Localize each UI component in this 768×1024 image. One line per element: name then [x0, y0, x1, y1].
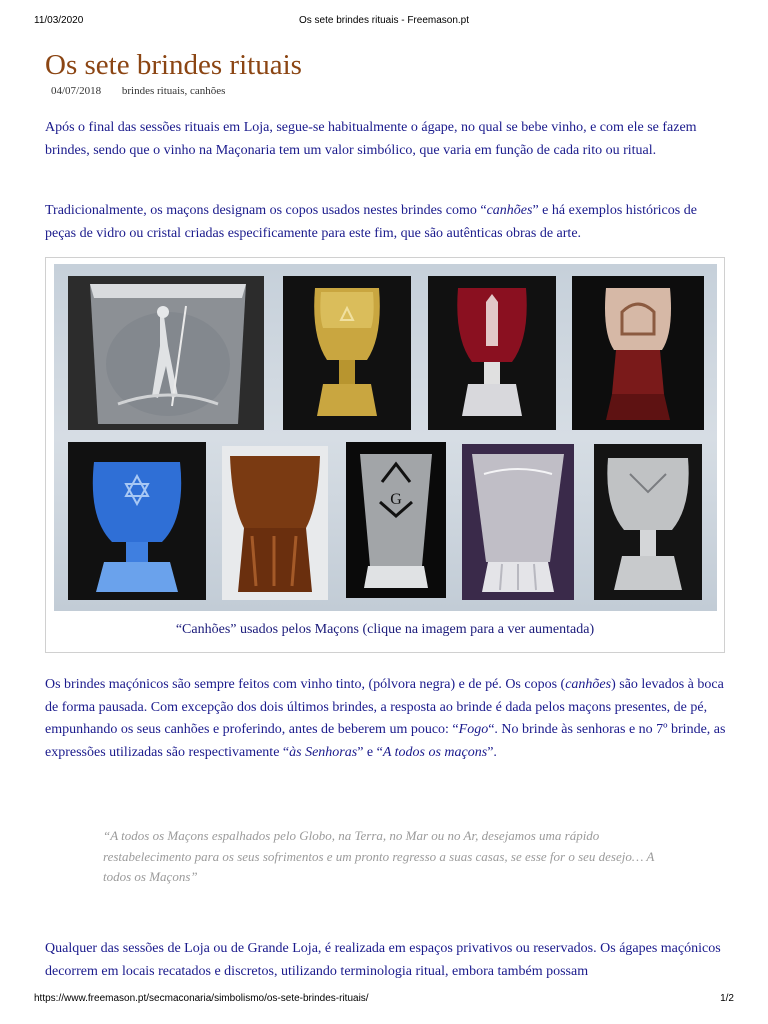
amber-tumbler-icon — [222, 446, 328, 600]
glass-photo-engraved-tumbler[interactable] — [68, 276, 264, 430]
amber-goblet-icon — [283, 276, 411, 430]
ruby-arch-goblet-icon — [572, 276, 704, 430]
print-footer — [0, 993, 768, 1007]
p3-text-e: ”. — [487, 744, 497, 760]
p3-ital-4: A todos os maçons — [382, 744, 488, 760]
p3-ital-3: às Senhoras — [289, 744, 358, 760]
paragraph-sessoes: Qualquer das sessões de Loja ou de Grande Loja, é realizada em espaços privativos ou reservados. Os ágapes maçónicos decorrem em locais recatados e discretos, utilizando terminologia ritual, embora também possam — [45, 941, 721, 979]
p3-ital-2: Fogo — [458, 722, 489, 737]
print-page-number: 1/2 — [720, 993, 734, 1004]
glass-photo-ruby-lighthouse[interactable] — [428, 276, 556, 430]
faceted-firing-glass-icon — [462, 444, 574, 600]
glass-photo-square-compass[interactable] — [346, 442, 446, 598]
svg-text:G: G — [390, 491, 402, 508]
glass-photo-blue-goblet[interactable] — [68, 442, 206, 600]
glass-photo-ruby-arch[interactable] — [572, 276, 704, 430]
ruby-lighthouse-goblet-icon — [428, 276, 556, 430]
toast-quote: “A todos os Maçons espalhados pelo Globo, na Terra, no Mar ou no Ar, desejamos uma rápido restabelecimento para os seus sofrimentos e um pronto regresso a suas casas, se esse for o seu desejo… A todos os Maçons” — [103, 828, 655, 884]
gallery-caption: “Canhões” usados pelos Maçons (clique na imagem para a ver aumentada) — [175, 622, 595, 637]
p2-ital: canhões — [486, 203, 533, 218]
print-page-title: Os sete brindes rituais - Freemason.pt — [298, 15, 470, 26]
p2-text-b: ” e há exemplos históricos de peças de vidro ou cristal criadas especificamente para este fim, que são autênticas obras de arte. — [45, 203, 697, 241]
print-header — [0, 15, 768, 29]
article-header — [45, 48, 725, 98]
p3-text-b: ) são levados à boca de forma pausada. Com excepção dos dois últimos brindes, a resposta ao brinde é dada pelos maçons presentes, de pé, empunhando os seus canhões e proferindo, antes de beberem um pouco: “ — [45, 677, 724, 737]
square-compass-glass-icon — [346, 442, 446, 598]
glass-photo-amber-tumbler[interactable] — [222, 446, 328, 600]
paragraph-canhoes — [45, 200, 730, 245]
category-separator: , — [184, 85, 191, 97]
article-meta — [51, 84, 725, 98]
p3-text-c: “. No brinde às senhoras e no 7º brinde, as expressões utilizadas são respectivamente “ — [45, 722, 726, 760]
p3-ital-1: canhões — [565, 677, 612, 692]
glasses-gallery[interactable] — [54, 264, 717, 611]
engraved-goblet-icon — [594, 444, 702, 600]
category-link-canhoes[interactable]: canhões — [190, 85, 226, 97]
glass-photo-faceted-firing[interactable] — [462, 444, 574, 600]
print-url: https://www.freemason.pt/secmaconaria/simbolismo/os-sete-brindes-rituais/ — [34, 993, 369, 1004]
p3-text-a: Os brindes maçónicos são sempre feitos com vinho tinto, (pólvora negra) e de pé. Os copos ( — [45, 677, 566, 692]
article-date: 04/07/2018 — [51, 85, 102, 97]
category-link-brindes-rituais[interactable]: brindes rituais — [121, 85, 185, 97]
article-title: Os sete brindes rituais — [45, 49, 302, 81]
glass-photo-amber-goblet[interactable] — [283, 276, 411, 430]
glass-photo-engraved-goblet[interactable] — [594, 444, 702, 600]
paragraph-intro: Após o final das sessões rituais em Loja, segue-se habitualmente o ágape, no qual se bebe vinho, e com ele se fazem brindes, sendo que o vinho na Maçonaria tem um valor simbólico, que varia em função de cada rito ou ritual. — [45, 120, 697, 158]
engraved-tumbler-icon — [68, 276, 264, 430]
gallery-figure — [45, 257, 725, 653]
p2-text-a: Tradicionalmente, os maçons designam os copos usados nestes brindes como “ — [45, 203, 487, 218]
blue-goblet-icon — [68, 442, 206, 600]
p3-text-d: ” e “ — [357, 744, 383, 760]
paragraph-brindes — [45, 674, 730, 764]
print-date: 11/03/2020 — [34, 15, 84, 26]
